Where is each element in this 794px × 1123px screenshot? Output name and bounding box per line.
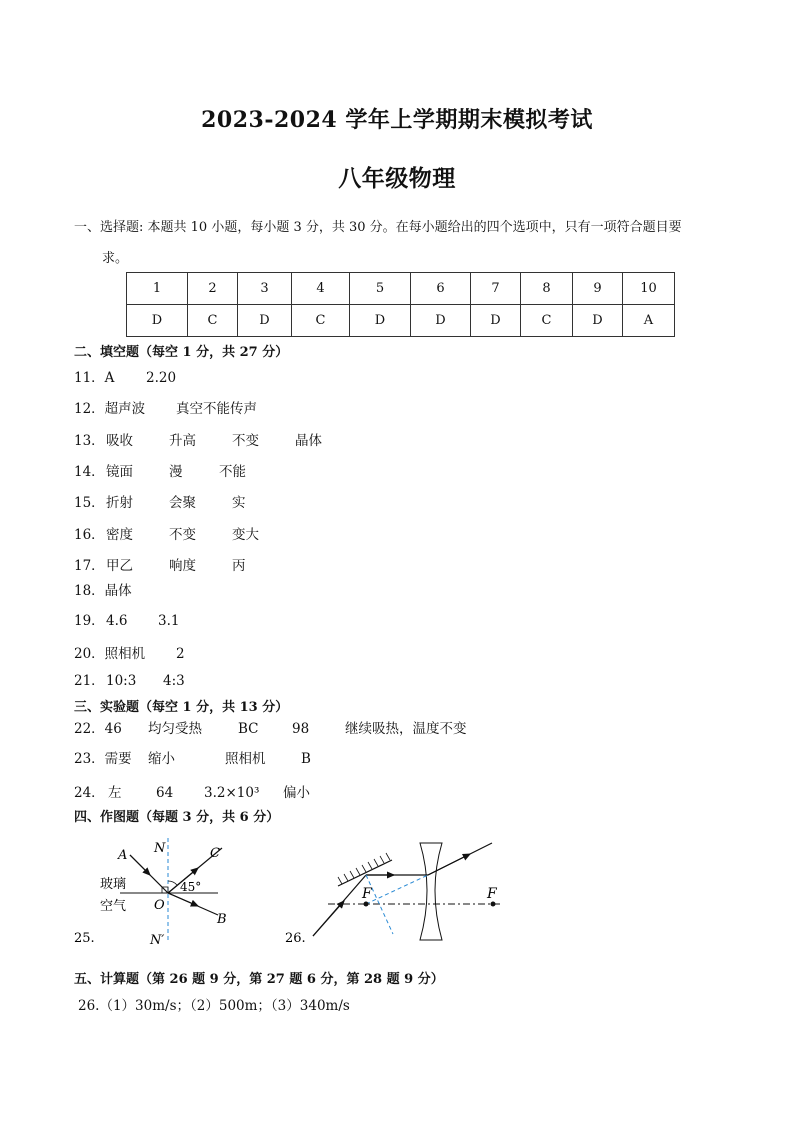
label-O: O	[154, 898, 165, 913]
figure-25-label: 25.	[74, 931, 95, 946]
answer-number: 15．	[74, 495, 105, 511]
plane-mirror	[338, 860, 392, 886]
page-subtitle: 八年级物理	[338, 165, 456, 192]
table-cell: 8	[521, 273, 573, 305]
focal-point-right	[491, 902, 496, 907]
answer: 均匀受热	[148, 721, 202, 737]
answer-line-15	[74, 491, 246, 511]
table-cell: D	[350, 305, 411, 337]
answer-line-13	[74, 429, 322, 449]
answer: 缩小	[148, 751, 175, 767]
answer-line-19	[74, 609, 179, 629]
answer: 漫	[169, 464, 183, 480]
label-air: 空气	[100, 899, 127, 914]
answer: 不能	[219, 464, 246, 480]
figure-26-lens	[280, 830, 520, 955]
table-cell: C	[188, 305, 238, 337]
incident-ray-arrow	[130, 855, 150, 875]
answer-line-17	[74, 554, 246, 574]
table-cell: 4	[292, 273, 350, 305]
answer: 2	[176, 646, 185, 662]
answer: 甲乙	[106, 558, 133, 574]
table-cell: 10	[623, 273, 675, 305]
answer: 密度	[106, 527, 133, 543]
label-glass: 玻璃	[100, 877, 127, 892]
answer: 64	[156, 785, 174, 801]
answer-number: 20．照相机	[74, 646, 146, 662]
answer: 折射	[106, 495, 133, 511]
table-cell: C	[292, 305, 350, 337]
label-angle: 45°	[180, 880, 202, 894]
answer: 会聚	[169, 495, 196, 511]
table-cell: C	[521, 305, 573, 337]
answer: 4.6	[106, 613, 128, 629]
label-C: C	[210, 846, 220, 861]
extension-dashed	[366, 875, 428, 904]
focal-point-left	[364, 902, 369, 907]
answer-number: 14．	[74, 464, 105, 480]
answer: BC	[238, 721, 259, 737]
section4-heading: 四、作图题（每题 3 分，共 6 分）	[74, 810, 280, 825]
angle-arc	[168, 881, 177, 885]
answer-number: 12．超声波	[74, 401, 146, 417]
table-cell: 1	[127, 273, 188, 305]
answer-number: 21．	[74, 673, 105, 689]
answer: 3.2×10³	[204, 785, 260, 801]
section3-heading: 三、实验题（每空 1 分，共 13 分）	[74, 700, 289, 715]
answer: 继续吸热，温度不变	[345, 721, 467, 737]
section1-heading: 一、选择题: 本题共 10 小题，每小题 3 分，共 30 分。在每小题给出的四个选项中，只有一项符合题目要	[74, 220, 682, 235]
table-cell: D	[411, 305, 471, 337]
answer-number: 23．需要	[74, 751, 132, 767]
table-cell: D	[238, 305, 292, 337]
label-N: N	[154, 841, 166, 856]
answer-line-18	[74, 579, 132, 599]
answer: 3.1	[158, 613, 180, 629]
table-cell: 2	[188, 273, 238, 305]
answer: 98	[292, 721, 310, 737]
answer: 照相机	[225, 751, 266, 767]
answer-line-22	[74, 717, 467, 737]
answer: 左	[108, 785, 122, 801]
answer-line-23	[74, 747, 311, 767]
section1-heading-cont: 求。	[102, 251, 129, 266]
table-cell: 9	[573, 273, 623, 305]
mirror-hatching	[338, 853, 390, 884]
answer-number: 13．	[74, 433, 105, 449]
answer: 变大	[232, 527, 259, 543]
answer-number: 19．	[74, 613, 105, 629]
table-cell: A	[623, 305, 675, 337]
table-cell: D	[471, 305, 521, 337]
normal-dashed	[366, 875, 393, 934]
answer-number: 16．	[74, 527, 105, 543]
answer: 真空不能传声	[176, 401, 257, 417]
table-cell: D	[573, 305, 623, 337]
answer-line-21	[74, 669, 185, 689]
figure-25-refraction	[70, 830, 310, 955]
answer-line-26: 26.（1）30m/s；（2）500m；（3）340m/s	[78, 998, 350, 1014]
answer-number: 11．A	[74, 370, 115, 386]
answer: 吸收	[106, 433, 133, 449]
table-cell: 7	[471, 273, 521, 305]
answer-number: 17．	[74, 558, 105, 574]
figure-26-label: 26.	[285, 931, 306, 946]
answer-line-24	[74, 781, 310, 801]
answer-number: 24．	[74, 785, 105, 801]
section2-heading: 二、填空题（每空 1 分，共 27 分）	[74, 345, 289, 360]
answer: B	[301, 751, 311, 767]
refracted-ray-arrow	[428, 854, 470, 875]
answer: 10:3	[106, 673, 137, 689]
answer: 实	[232, 495, 246, 511]
answer-table	[126, 272, 675, 337]
answer-number: 18．晶体	[74, 583, 132, 599]
table-cell: 6	[411, 273, 471, 305]
answer: 不变	[232, 433, 259, 449]
answer: 升高	[169, 433, 196, 449]
answer-line-11	[74, 366, 176, 386]
refracted-ray-arrow	[168, 893, 198, 906]
answer-line-12	[74, 397, 257, 417]
answer: 响度	[169, 558, 196, 574]
table-cell: D	[127, 305, 188, 337]
answer: 偏小	[283, 785, 310, 801]
concave-lens	[420, 843, 442, 940]
label-A: A	[118, 848, 128, 863]
section5-heading: 五、计算题（第 26 题 9 分，第 27 题 6 分，第 28 题 9 分）	[74, 972, 444, 987]
label-F-left: F	[362, 886, 372, 902]
label-N-prime: N′	[150, 933, 165, 948]
answer: 丙	[232, 558, 246, 574]
answer-line-16	[74, 523, 259, 543]
label-F-right: F	[487, 886, 497, 902]
answer-line-20	[74, 642, 185, 662]
answer-table-number-row	[127, 273, 675, 305]
page-title: 2023-2024 学年上学期期末模拟考试	[201, 107, 593, 133]
answer-table-answer-row	[127, 305, 675, 337]
label-B: B	[217, 912, 227, 927]
incident-ray-arrow	[313, 901, 344, 936]
answer: 2.20	[146, 370, 177, 386]
table-cell: 5	[350, 273, 411, 305]
answer: 不变	[169, 527, 196, 543]
answer-number: 22．46	[74, 721, 122, 737]
answer-line-14	[74, 460, 246, 480]
table-cell: 3	[238, 273, 292, 305]
answer: 晶体	[295, 433, 322, 449]
answer: 4:3	[163, 673, 185, 689]
answer: 镜面	[106, 464, 133, 480]
